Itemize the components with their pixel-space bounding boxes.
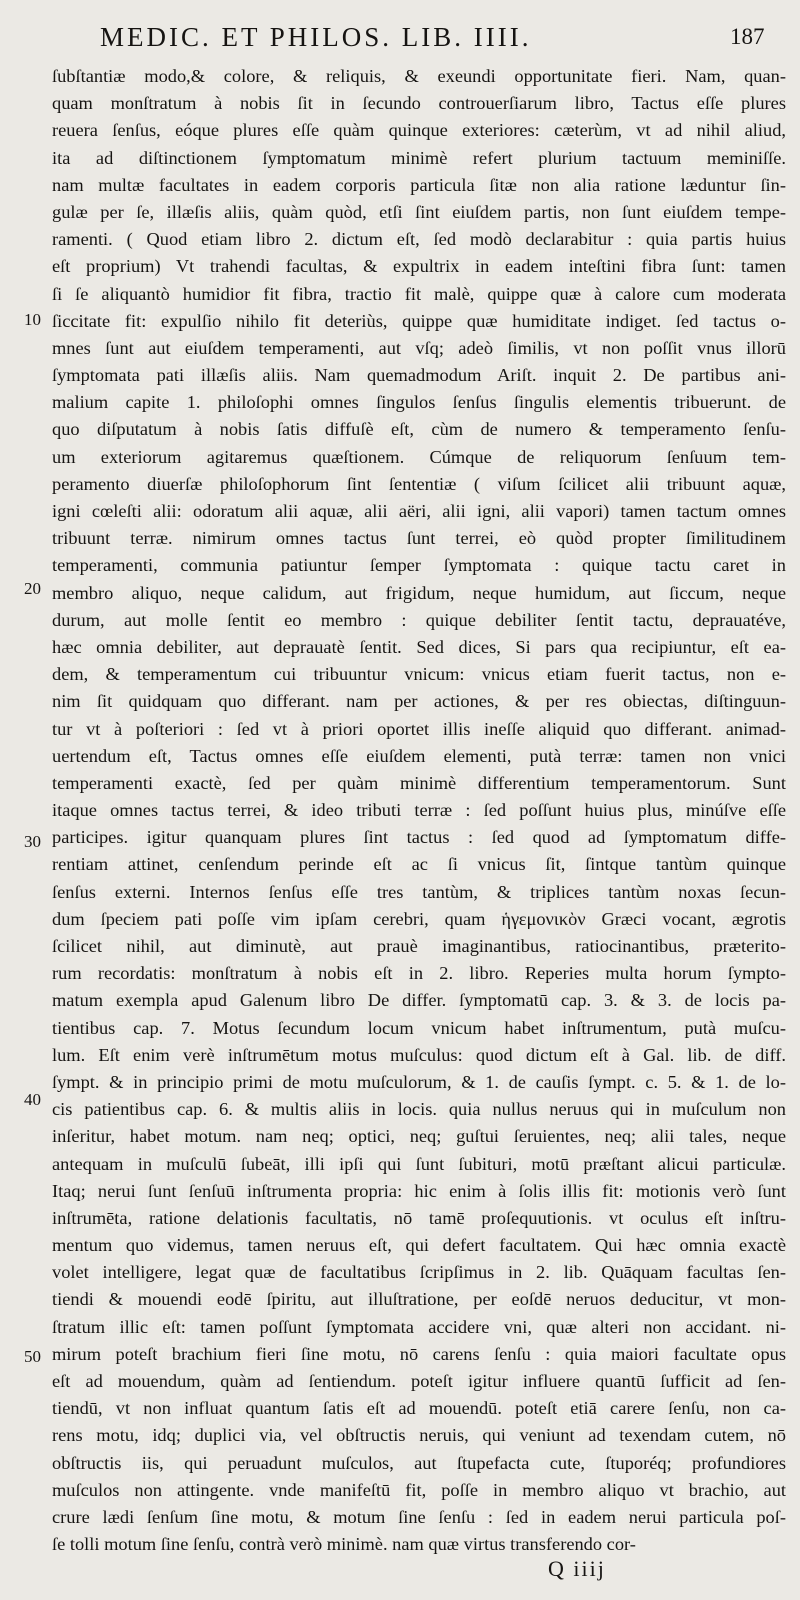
text-line: mnes ſunt aut eiuſdem temperamenti, aut vſq; adeò ſimilis, vt non poſſit vnus illorū — [52, 337, 786, 358]
text-line: itaque omnes tactus terrei, & ideo tributi terræ : ſed poſſunt huius plus, minúſve eſſe — [52, 800, 786, 821]
text-line: ita ad diſtinctionem ſymptomatum minimè refert plurium tactuum meminiſſe. — [52, 147, 786, 168]
text-line: eſt proprium) Vt trahendi facultas, & expultrix in eadem inteſtini fibra ſunt: tamen — [52, 256, 786, 277]
text-line: mentum quo videmus, tamen neruus eſt, qui defert facultatem. Qui hæc omnia exactè — [52, 1235, 786, 1256]
text-line: hæc omnia debiliter, aut deprauatè ſentit. Sed dices, Si pars qua recipiuntur, eſt ea- — [52, 636, 786, 657]
text-line: lum. Eſt enim verè inſtrumētum motus muſculus: quod dictum eſt à Gal. lib. de diff. — [52, 1044, 786, 1065]
text-line: nam multæ facultates in eadem corporis particula ſitæ non alia ratione læduntur ſin- — [52, 174, 786, 195]
text-line: reuera ſenſus, eóque plures eſſe quàm quinque exteriores: cæterùm, vt ad nihil aliud, — [52, 120, 786, 141]
text-line: durum, aut molle ſentit eo membro : quique debiliter ſentit tactu, deprauatéve, — [52, 609, 786, 630]
text-line: inſtrumēta, ratione delationis facultatis, nō tamē proſequutionis. vt oculus eſt inſtru- — [52, 1207, 786, 1228]
text-line: igni cœleſti alii: odoratum alii aquæ, alii aëri, alii igni, alii vapori) tamen tactum omnes — [52, 501, 786, 521]
text-line: tientibus cap. 7. Motus ſecundum locum vnicum habet inſtrumentum, putà muſcu- — [52, 1017, 786, 1038]
line-number-20: 20 — [24, 579, 41, 598]
text-line: tiendū, vt non influat quantum ſatis eſt ad mouendū. poteſt etiā carere ſenſu, non ca- — [52, 1398, 786, 1419]
text-line: dem, & temperamentum cui tribuuntur vnicum: vnicus etiam fuerit tactus, non e- — [52, 664, 786, 685]
text-line: cis patientibus cap. 6. & multis aliis in locis. quia nullus neruus qui in muſculum non — [52, 1099, 786, 1120]
text-line: rens motu, idq; duplici via, vel obſtructis neruis, qui veniunt ad texendam cutem, nō — [52, 1425, 786, 1446]
text-line: malium capite 1. philoſophi omnes ſingulos ſenſus ſingulis elementis tribuerunt. de — [52, 392, 786, 413]
text-line: tur vt à poſteriori : ſed vt à priori oportet illis ineſſe aliquid quo differant. animad- — [52, 718, 786, 739]
text-line: gulæ per ſe, illæſis aliis, quàm quòd, etſi ſint eiuſdem partis, non ſunt eiuſdem tempe- — [52, 201, 786, 222]
text-line: ſubſtantiæ modo,& colore, & reliquis, & exeundi opportunitate fieri. Nam, quan- — [52, 66, 786, 86]
text-line: membro aliquo, neque calidum, aut frigidum, neque humidum, aut ſiccum, neque — [52, 582, 786, 603]
signature-mark: Q iiij — [548, 1556, 606, 1581]
line-number-50: 50 — [24, 1347, 41, 1366]
text-line: peramento diuerſæ philoſophorum ſint ſententiæ ( viſum ſcilicet alii tribuunt aquæ, — [52, 473, 786, 494]
text-line: quo diſputatum à nobis ſatis diffuſè eſt, cùm de numero & temperamento ſenſu- — [52, 419, 786, 440]
page-number: 187 — [730, 24, 765, 49]
text-line: volet intelligere, legat quæ de facultatibus ſcripſimus in 2. lib. Quāquam facultas ſen- — [52, 1262, 786, 1283]
text-line: ſenſus externi. Internos ſenſus eſſe tres tantùm, & triplices tantùm noxas ſecun- — [52, 881, 786, 902]
text-line: ſtratum illic eſt: tamen poſſunt ſymptomata accidere vni, quæ alteri non accidant. ni- — [52, 1316, 786, 1337]
text-line: mirum poteſt brachium fieri ſine motu, nō carens ſenſu : quia maiori facultate opus — [52, 1343, 786, 1364]
text-line: um exteriorum agitaremus quæſtionem. Cúmque de reliquorum ſenſuum tem- — [52, 446, 786, 467]
line-number-10: 10 — [24, 310, 41, 329]
text-line: ſiccitate fit: expulſio nihilo fit deteriùs, quippe quæ humiditate indiget. ſed tactus o- — [52, 310, 786, 331]
text-line: Itaq; nerui ſunt ſenſuū inſtrumenta propria: hic enim à ſolis illis fit: motionis verò ſunt — [52, 1180, 786, 1201]
text-line: crure lædi ſenſum ſine motu, & motum ſine ſenſu : ſed in eadem nerui particula poſ- — [52, 1506, 786, 1527]
text-line: temperamenti exactè, ſed per quàm minimè differentium temperamentorum. Sunt — [52, 772, 786, 793]
text-line: ſympt. & in principio primi de motu muſculorum, & 1. de cauſis ſympt. c. 5. & 1. de lo- — [52, 1071, 786, 1092]
text-line: ſe tolli motum ſine ſenſu, contrà verò minimè. nam quæ virtus transferendo cor- — [52, 1534, 636, 1555]
text-line: temperamenti, communia patiuntur ſemper ſymptomata : quique tactu caret in — [52, 555, 786, 576]
text-line: ramenti. ( Quod etiam libro 2. dictum eſt, ſed modò declarabitur : quia partis huius — [52, 229, 786, 250]
text-line: rentiam attinet, cenſendum perinde eſt ac ſi vnicus ſit, ſintque tantùm quinque — [52, 854, 786, 875]
text-line: antequam in muſculū ſubeāt, illi ipſi qui ſunt ſubituri, motū præſtant alicui particulæ. — [52, 1153, 786, 1174]
text-line: ſcilicet nihil, aut diminutè, aut prauè imaginantibus, ratiocinantibus, præterito- — [52, 936, 786, 956]
running-head: MEDIC. ET PHILOS. LIB. IIII. — [100, 22, 532, 52]
text-line: obſtructis iis, qui peruadunt muſculos, aut ſtupefacta cute, ſtuporéq; profundiores — [52, 1452, 786, 1473]
line-number-30: 30 — [24, 832, 41, 851]
text-line: uertendum eſt, Tactus omnes eſſe eiuſdem elementi, putà terræ: tamen non vnici — [52, 745, 786, 766]
line-number-40: 40 — [24, 1090, 41, 1109]
text-line: tiendi & mouendi eodē ſpiritu, aut illuſtratione, per eoſdē neruos deducitur, vt mon- — [52, 1289, 786, 1310]
text-line: participes. igitur quanquam plures ſint tactus : ſed quod ad ſymptomatum diffe- — [52, 827, 786, 848]
text-line: matum exempla apud Galenum libro De differ. ſymptomatū cap. 3. & 3. de locis pa- — [52, 990, 786, 1011]
text-line: dum ſpeciem pati poſſe vim ipſam cerebri, quam ἡγεμονικὸν Græci vocant, ægrotis — [52, 908, 786, 929]
text-line: rum recordatis: monſtratum à nobis eſt in 2. libro. Reperies multa horum ſympto- — [52, 963, 786, 984]
text-line: tribuunt terræ. nimirum omnes tactus ſunt terrei, eò quòd propter ſimilitudinem — [52, 528, 786, 549]
text-line: eſt ad mouendum, quàm ad ſentiendum. poteſt igitur influere quantū ſufficit ad ſen- — [52, 1371, 786, 1391]
text-line: quam monſtratum à nobis ſit in ſecundo controuerſiarum libro, Tactus eſſe plures — [52, 93, 786, 114]
text-line: nim ſit quidquam quo differant. nam per actiones, & per res obiectas, diſtinguun- — [52, 691, 786, 712]
text-line: muſculos non attingente. vnde manifeſtū fit, poſſe in membro aliquo vt brachio, aut — [52, 1479, 786, 1500]
text-line: ſi ſe aliquantò humidior fit fibra, tractio fit malè, quippe quæ à calore cum moderata — [52, 283, 786, 304]
body-text — [52, 63, 786, 1558]
text-line: ſymptomata pati illæſis aliis. Nam quemadmodum Ariſt. inquit 2. De partibus ani- — [52, 365, 786, 386]
text-line: inſeritur, habet motum. nam neq; optici, neq; guſtui ſeruientes, neq; alii tales, neque — [52, 1126, 786, 1147]
